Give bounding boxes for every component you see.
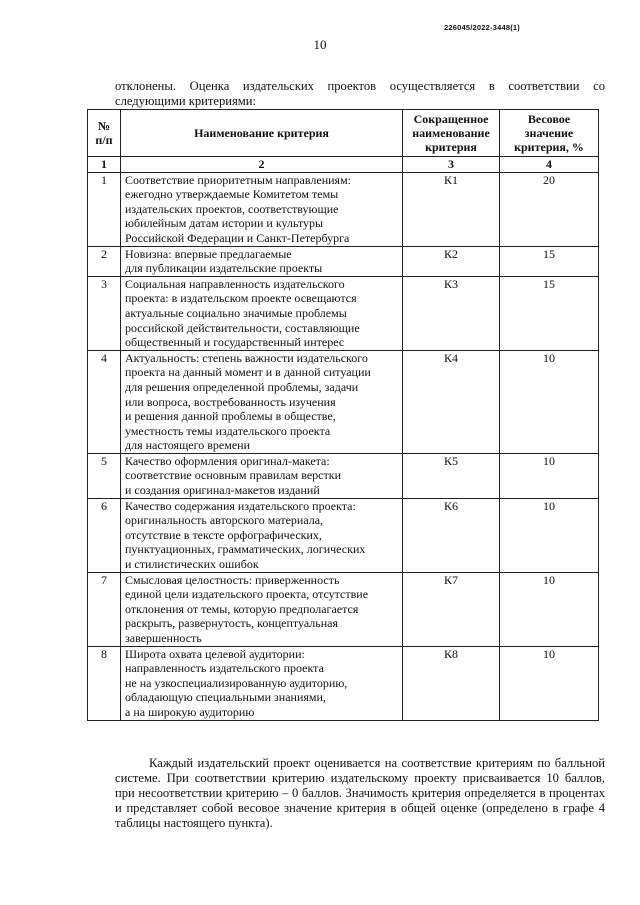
table-row (88, 646, 599, 720)
criterion-name-line: Качество содержания издательского проекта: (125, 498, 356, 513)
criterion-name-line: единой цели издательского проекта, отсутствие (125, 587, 369, 602)
criterion-name (121, 572, 403, 646)
criterion-short-name: К8 (403, 646, 500, 720)
criterion-name-line: отсутствие в тексте орфографических, (125, 527, 322, 542)
criterion-name-line: проекта: в издательском проекте освещаются (125, 291, 357, 306)
criterion-number: 5 (88, 453, 121, 498)
criterion-name-line: ежегодно утверждаемые Комитетом темы (125, 187, 339, 202)
criterion-short-name: К3 (403, 276, 500, 350)
criterion-number: 3 (88, 276, 121, 350)
header-short: Сокращенное наименование критерия (403, 110, 500, 157)
criterion-name-line: для публикации издательские проекты (125, 261, 323, 276)
column-number-row (88, 157, 599, 173)
criterion-name-line: соответствие основным правилам верстки (125, 468, 341, 483)
document-number: 226045/2022-3448(1) (444, 23, 520, 32)
criterion-weight: 10 (500, 498, 599, 572)
column-number: 1 (88, 157, 121, 173)
outro-paragraph (115, 756, 605, 832)
criterion-weight: 10 (500, 453, 599, 498)
criterion-name-line: для настоящего времени (125, 438, 251, 453)
criteria-table (87, 109, 599, 721)
column-number: 2 (121, 157, 403, 173)
header-name: Наименование критерия (121, 110, 403, 157)
criterion-weight: 10 (500, 646, 599, 720)
criterion-number: 6 (88, 498, 121, 572)
criterion-short-name: К6 (403, 498, 500, 572)
criterion-name (121, 276, 403, 350)
criterion-short-name: К4 (403, 350, 500, 453)
criterion-name (121, 172, 403, 246)
criterion-name (121, 498, 403, 572)
criterion-weight: 10 (500, 572, 599, 646)
criterion-short-name: К2 (403, 246, 500, 276)
criterion-number: 2 (88, 246, 121, 276)
table-row (88, 498, 599, 572)
criterion-name-line: и стилистических ошибок (125, 557, 259, 572)
table-header-row (88, 110, 599, 157)
table-row (88, 350, 599, 453)
criterion-name-line: проекта на данный момент и в данной ситуации (125, 365, 371, 380)
criterion-weight: 10 (500, 350, 599, 453)
criterion-name (121, 646, 403, 720)
criterion-short-name: К7 (403, 572, 500, 646)
column-number: 3 (403, 157, 500, 173)
criterion-weight: 15 (500, 276, 599, 350)
criterion-name-line: пунктуационных, грамматических, логических (125, 542, 366, 557)
criterion-name-line: издательских проектов, соответствующие (125, 201, 339, 216)
criterion-name-line: Смысловая целостность: приверженность (125, 572, 340, 587)
criterion-name-line: завершенность (125, 631, 202, 645)
intro-paragraph: отклонены. Оценка издательских проектов осуществляется в соответствии со следующими критериями: (115, 78, 605, 108)
table-row (88, 572, 599, 646)
criterion-name-line: Социальная направленность издательского (125, 276, 345, 291)
outro-text: Каждый издательский проект оценивается на соответствие критериям по балльной системе. При соответствии критерию издательскому проекту присваивается 10 баллов, при несоответствии критерию – 0 баллов. Значимость критерия определяется в процентах и представляет собой весовое значение критерия в общей оценке (определено в графе 4 таблицы настоящего пункта). (115, 755, 605, 831)
criterion-name-line: не на узкоспециализированную аудиторию, (125, 675, 348, 690)
criterion-name-line: общественный и государственный интерес (125, 335, 345, 350)
criterion-name-line: Актуальность: степень важности издательского (125, 350, 368, 365)
criterion-name-line: для решения определенной проблемы, задачи (125, 379, 359, 394)
criterion-name-line: Новизна: впервые предлагаемые (125, 246, 292, 261)
criterion-name-line: обладающую специальными знаниями, (125, 690, 326, 705)
criterion-name-line: Качество оформления оригинал-макета: (125, 453, 330, 468)
criterion-name-line: а на широкую аудиторию (125, 704, 255, 719)
criterion-name-line: отклонения от темы, которую предполагается (125, 601, 359, 616)
criterion-name-line: российской действительности, составляющие (125, 320, 360, 335)
column-number: 4 (500, 157, 599, 173)
header-weight: Весовое значение критерия, % (500, 110, 599, 157)
criterion-weight: 15 (500, 246, 599, 276)
criterion-name-line: раскрыть, развернутость, концептуальная (125, 616, 338, 631)
criterion-short-name: К1 (403, 172, 500, 246)
criterion-name-line: или вопроса, востребованность изучения (125, 394, 336, 409)
criterion-name-line: Соответствие приоритетным направлениям: (125, 172, 351, 187)
criterion-name-line: и создания оригинал-макетов изданий (125, 483, 320, 498)
criterion-name-line: и решения данной проблемы в обществе, (125, 409, 336, 424)
criterion-name-line: юбилейным датам истории и культуры (125, 216, 324, 231)
criterion-short-name: К5 (403, 453, 500, 498)
criterion-name (121, 350, 403, 453)
criterion-number: 1 (88, 172, 121, 246)
criterion-name-line: актуальные социально значимые проблемы (125, 305, 347, 320)
criterion-name-line: Российской Федерации и Санкт-Петербурга (125, 230, 350, 245)
table-row (88, 246, 599, 276)
criterion-name-line: оригинальность авторского материала, (125, 513, 324, 528)
criterion-name (121, 246, 403, 276)
criterion-name (121, 453, 403, 498)
criterion-name-line: Широта охвата целевой аудитории: (125, 646, 305, 661)
header-num: № п/п (88, 110, 121, 157)
criterion-number: 7 (88, 572, 121, 646)
page-number: 10 (313, 37, 327, 52)
criterion-name-line: направленность издательского проекта (125, 661, 324, 676)
criteria-table-body (88, 172, 599, 720)
criterion-name-line: уместность темы издательского проекта (125, 423, 331, 438)
table-row (88, 453, 599, 498)
table-row (88, 276, 599, 350)
criterion-number: 4 (88, 350, 121, 453)
criterion-weight: 20 (500, 172, 599, 246)
criterion-number: 8 (88, 646, 121, 720)
table-row (88, 172, 599, 246)
